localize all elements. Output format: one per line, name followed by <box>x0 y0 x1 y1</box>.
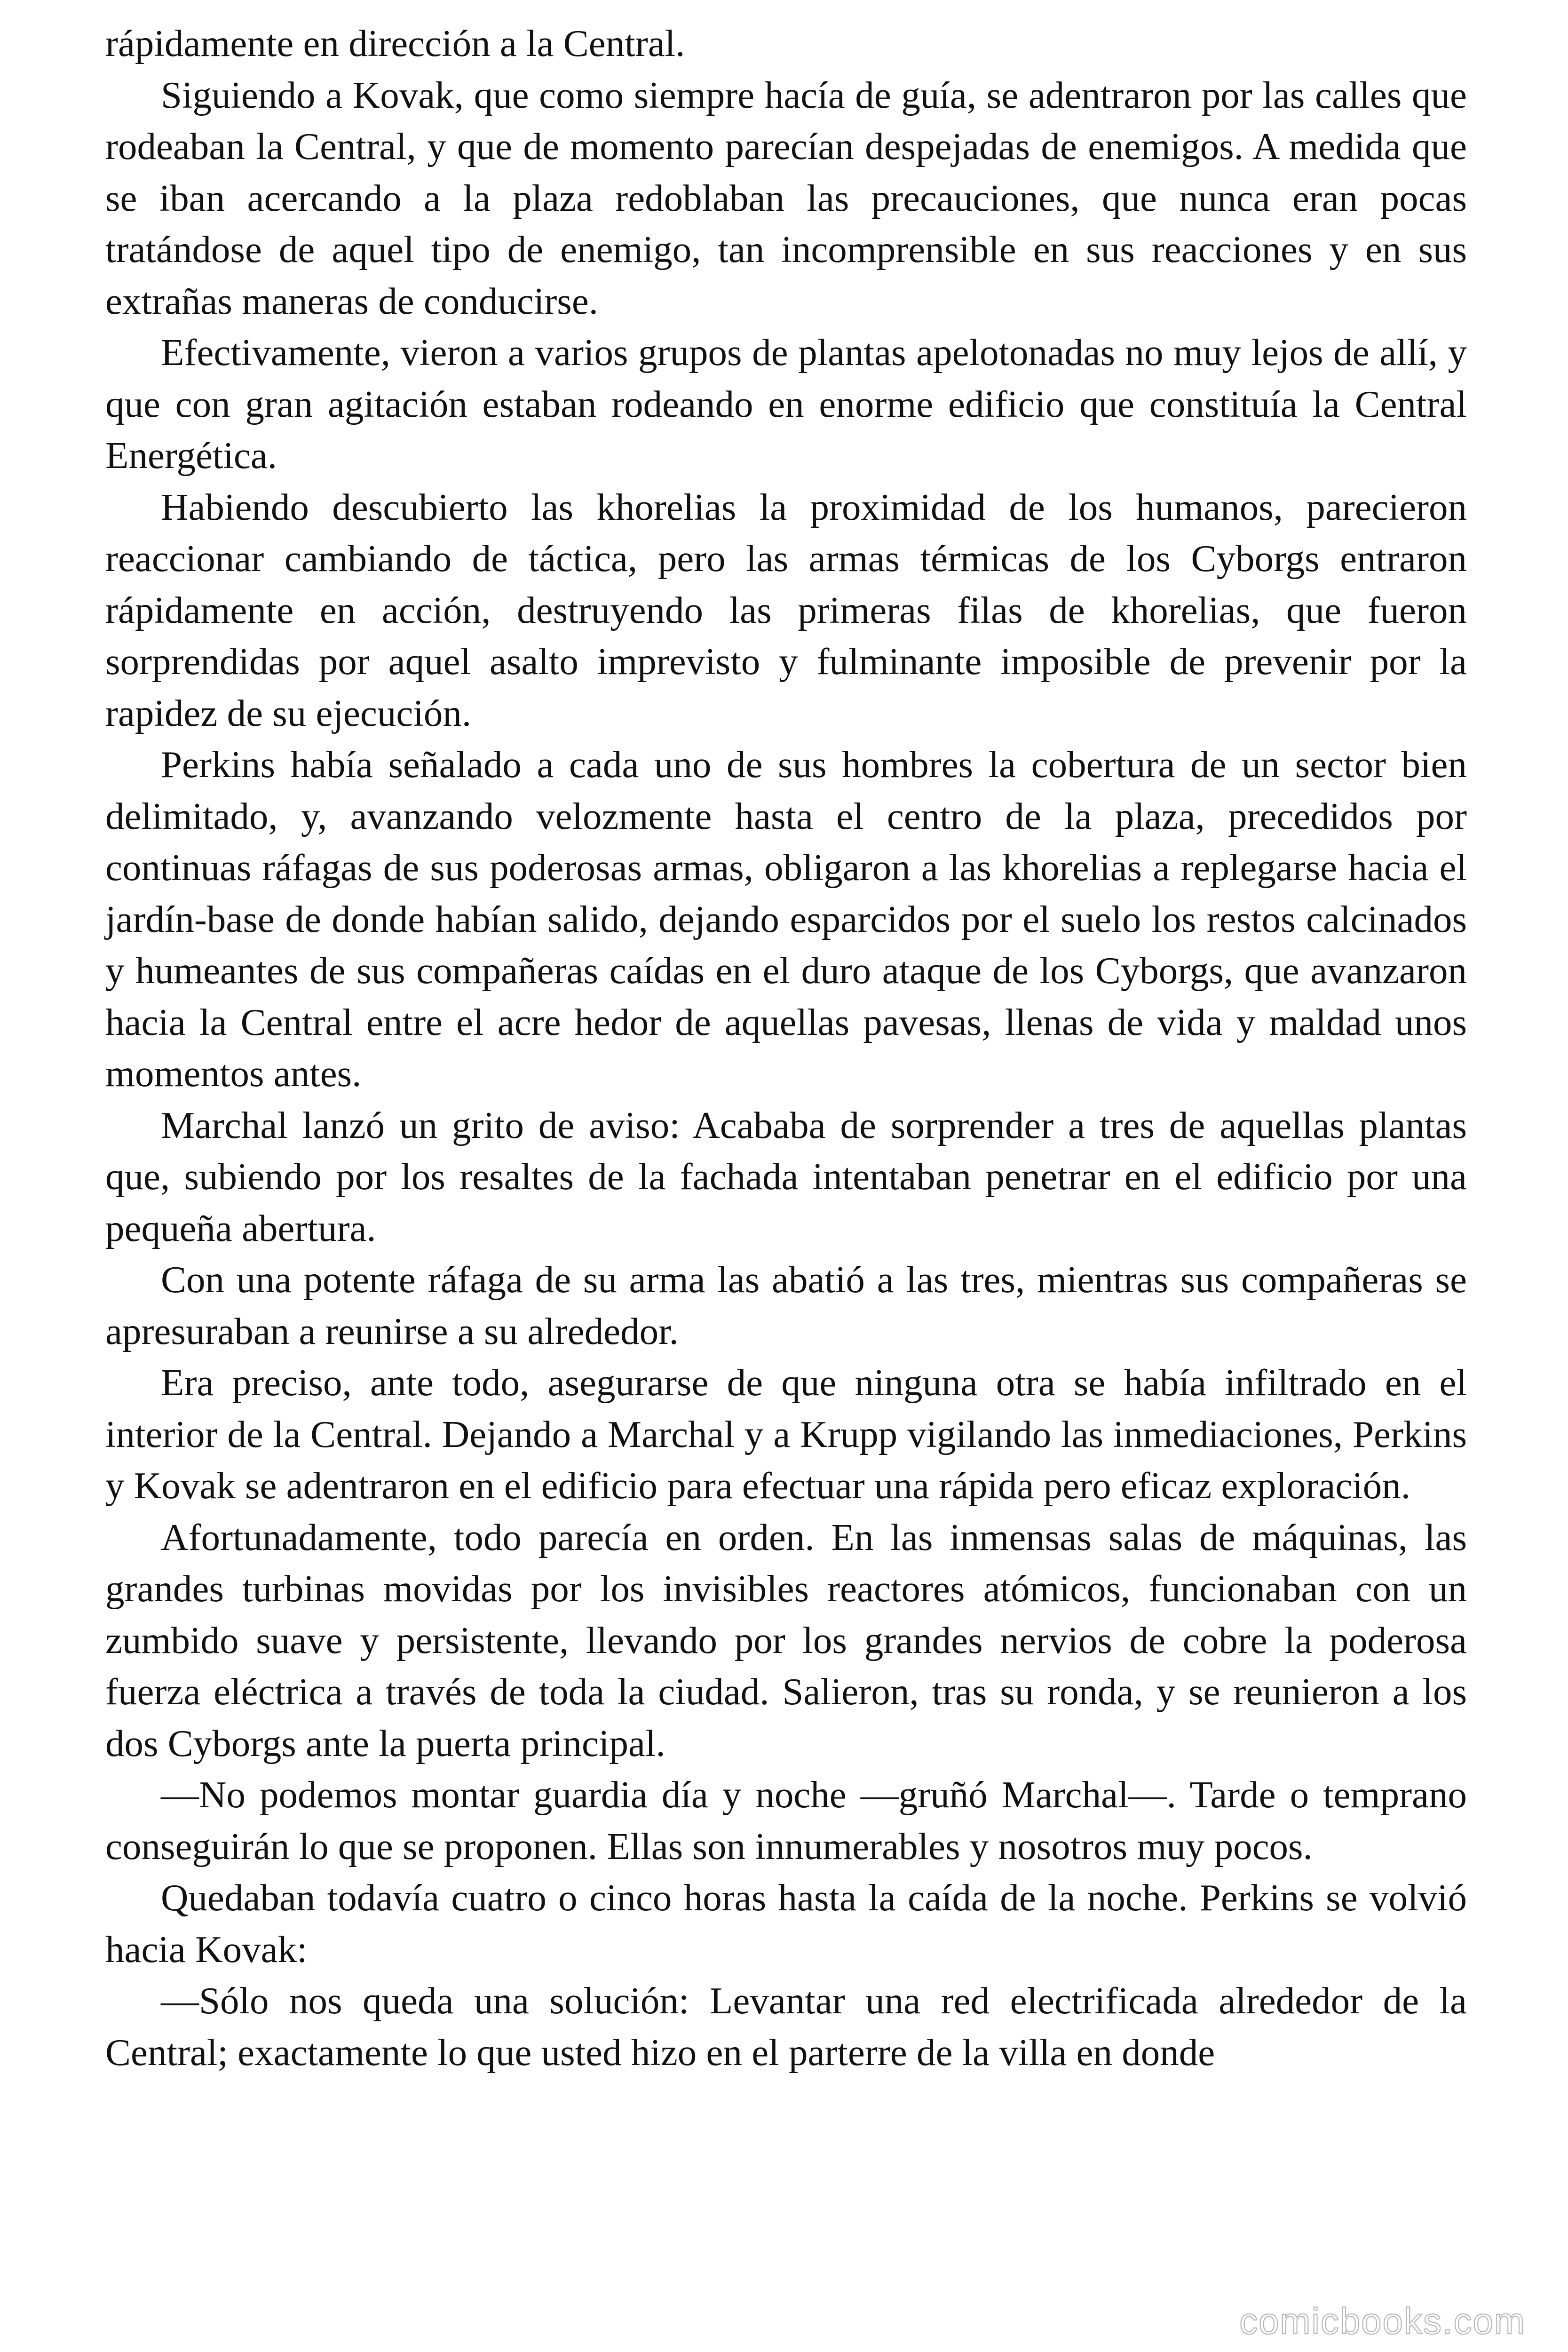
paragraph-5: Perkins había señalado a cada uno de sus hombres la cobertura de un sector bien delimitado, y, avanzando velozmente hasta el centro de la plaza, precedidos por continuas ráfagas de sus poderosas armas, obligaron a las khorelias a replegarse hacia el jardín-base de donde habían salido, dejando esparcidos por el suelo los restos calcinados y humeantes de sus compañeras caídas en el duro ataque de los Cyborgs, que avanzaron hacia la Central entre el acre hedor de aquellas pavesas, llenas de vida y maldad unos momentos antes. <box>105 743 1467 1095</box>
paragraph-11: Quedaban todavía cuatro o cinco horas hasta la caída de la noche. Perkins se volvió hacia Kovak: <box>105 1876 1467 1971</box>
paragraph-1: rápidamente en dirección a la Central. <box>105 22 685 64</box>
paragraph-3: Efectivamente, vieron a varios grupos de plantas apelotonadas no muy lejos de allí, y que con gran agitación estaban rodeando en enorme edificio que constituía la Central Energética. <box>105 331 1467 477</box>
paragraph-9: Afortunadamente, todo parecía en orden. En las inmensas salas de máquinas, las grandes turbinas movidas por los invisibles reactores atómicos, funcionaban con un zumbido suave y persistente, llevando por los grandes nervios de cobre la poderosa fuerza eléctrica a través de toda la ciudad. Salieron, tras su ronda, y se reunieron a los dos Cyborgs ante la puerta principal. <box>105 1516 1467 1764</box>
paragraph-8: Era preciso, ante todo, asegurarse de que ninguna otra se había infiltrado en el interior de la Central. Dejando a Marchal y a Krupp vigilando las inmediaciones, Perkins y Kovak se adentraron en el edificio para efectuar una rápida pero eficaz exploración. <box>105 1361 1467 1507</box>
paragraph-7: Con una potente ráfaga de su arma las abatió a las tres, mientras sus compañeras se apresuraban a reunirse a su alrededor. <box>105 1258 1467 1352</box>
paragraph-6: Marchal lanzó un grito de aviso: Acababa de sorprender a tres de aquellas plantas que, subiendo por los resaltes de la fachada intentaban penetrar en el edificio por una pequeña abertura. <box>105 1104 1467 1249</box>
paragraph-12: —Sólo nos queda una solución: Levantar una red electrificada alrededor de la Central; exactamente lo que usted hizo en el parterre de la villa en donde <box>105 1979 1467 2074</box>
paragraph-2: Siguiendo a Kovak, que como siempre hacía de guía, se adentraron por las calles que rodeaban la Central, y que de momento parecían despejadas de enemigos. A medida que se iban acercando a la plaza redoblaban las precauciones, que nunca eran pocas tratándose de aquel tipo de enemigo, tan incomprensible en sus reacciones y en sus extrañas maneras de conducirse. <box>105 73 1467 322</box>
paragraph-10: —No podemos montar guardia día y noche —gruñó Marchal—. Tarde o temprano conseguirán lo que se proponen. Ellas son innumerables y nosotros muy pocos. <box>105 1773 1467 1867</box>
watermark: comicbooks.com <box>1239 2300 1526 2342</box>
paragraph-4: Habiendo descubierto las khorelias la proximidad de los humanos, parecieron reaccionar cambiando de táctica, pero las armas térmicas de los Cyborgs entraron rápidamente en acción, destruyendo las primeras filas de khorelias, que fueron sorprendidas por aquel asalto imprevisto y fulminante imposible de prevenir por la rapidez de su ejecución. <box>105 485 1467 734</box>
